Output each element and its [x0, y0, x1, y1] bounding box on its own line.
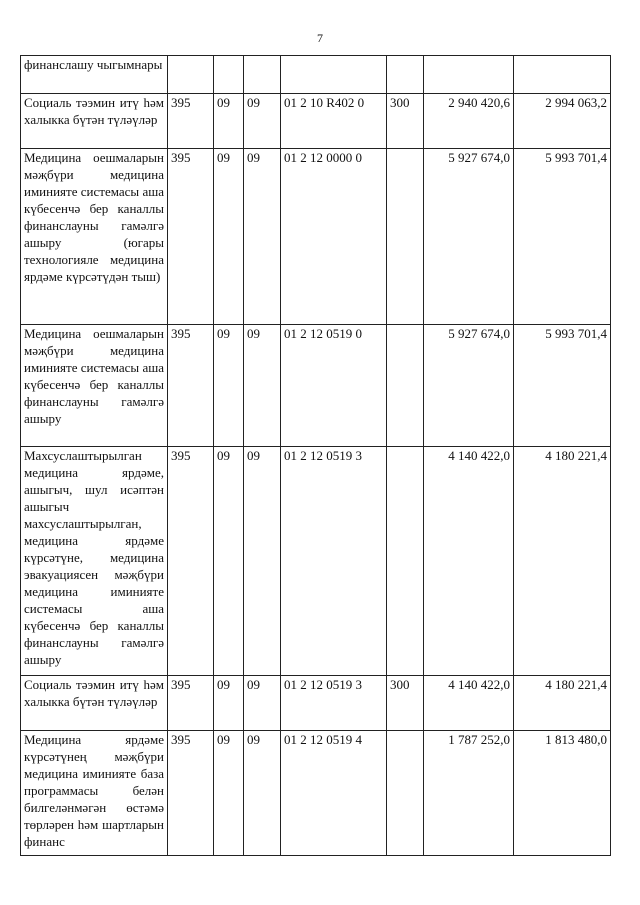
ministry-code-cell: 395: [168, 731, 214, 856]
table-body: [21, 56, 611, 856]
amount-year2-cell: 5 993 701,4: [514, 149, 611, 325]
amount-year2-cell: 1 813 480,0: [514, 731, 611, 856]
subsection-cell: 09: [244, 94, 281, 149]
subsection-cell: 09: [244, 731, 281, 856]
target-article-cell: [281, 56, 387, 94]
expense-type-cell: 300: [387, 676, 424, 731]
row-name-cell: финанслашу чыгымнары: [21, 56, 168, 94]
amount-year1-cell: 2 940 420,6: [424, 94, 514, 149]
section-cell: 09: [214, 325, 244, 447]
page-number: 7: [317, 31, 323, 45]
row-name-cell: Социаль тәэмин итү һәм халыкка бүтән түләүләр: [21, 676, 168, 731]
target-article-cell: 01 2 12 0519 0: [281, 325, 387, 447]
ministry-code-cell: 395: [168, 676, 214, 731]
expense-type-cell: [387, 731, 424, 856]
expense-type-cell: [387, 149, 424, 325]
expense-type-cell: 300: [387, 94, 424, 149]
table-row: [21, 94, 611, 149]
ministry-code-cell: 395: [168, 447, 214, 676]
ministry-code-cell: 395: [168, 149, 214, 325]
amount-year2-cell: 4 180 221,4: [514, 447, 611, 676]
section-cell: 09: [214, 94, 244, 149]
ministry-code-cell: 395: [168, 94, 214, 149]
target-article-cell: 01 2 10 R402 0: [281, 94, 387, 149]
table-row: [21, 325, 611, 447]
amount-year1-cell: 4 140 422,0: [424, 447, 514, 676]
section-cell: 09: [214, 447, 244, 676]
amount-year1-cell: [424, 56, 514, 94]
amount-year2-cell: [514, 56, 611, 94]
subsection-cell: [244, 56, 281, 94]
target-article-cell: 01 2 12 0519 3: [281, 447, 387, 676]
ministry-code-cell: 395: [168, 325, 214, 447]
target-article-cell: 01 2 12 0000 0: [281, 149, 387, 325]
table-row: [21, 447, 611, 676]
amount-year1-cell: 5 927 674,0: [424, 149, 514, 325]
row-name-cell: Социаль тәэмин итү һәм халыкка бүтән түләүләр: [21, 94, 168, 149]
row-name-cell: Медицина оешмаларын мәҗбүри медицина иминияте системасы аша күбесенчә бер каналлы финанслауны гамәлгә ашыру (югары технологияле медицина ярдәме күрсәтүдән тыш): [21, 149, 168, 325]
section-cell: 09: [214, 676, 244, 731]
section-cell: 09: [214, 149, 244, 325]
subsection-cell: 09: [244, 447, 281, 676]
target-article-cell: 01 2 12 0519 4: [281, 731, 387, 856]
target-article-cell: 01 2 12 0519 3: [281, 676, 387, 731]
subsection-cell: 09: [244, 676, 281, 731]
section-cell: 09: [214, 731, 244, 856]
table-row: [21, 731, 611, 856]
expense-type-cell: [387, 56, 424, 94]
amount-year1-cell: 5 927 674,0: [424, 325, 514, 447]
subsection-cell: 09: [244, 325, 281, 447]
row-name-cell: Медицина оешмаларын мәҗбүри медицина иминияте системасы аша күбесенчә бер каналлы финанслауны гамәлгә ашыру: [21, 325, 168, 447]
subsection-cell: 09: [244, 149, 281, 325]
table-row: [21, 56, 611, 94]
expense-type-cell: [387, 447, 424, 676]
row-name-cell: Махсуслаштырылган медицина ярдәме, ашыгыч, шул исәптән ашыгыч махсуслаштырылган, медицина ярдәме күрсәтүне, медицина эвакуациясен мәҗбүри медицина иминияте системасы аша күбесенчә бер каналлы финанслауны гамәлгә ашыру: [21, 447, 168, 676]
budget-table: [20, 55, 611, 856]
expense-type-cell: [387, 325, 424, 447]
amount-year1-cell: 1 787 252,0: [424, 731, 514, 856]
amount-year2-cell: 4 180 221,4: [514, 676, 611, 731]
table-row: [21, 149, 611, 325]
table-row: [21, 676, 611, 731]
amount-year1-cell: 4 140 422,0: [424, 676, 514, 731]
ministry-code-cell: [168, 56, 214, 94]
amount-year2-cell: 5 993 701,4: [514, 325, 611, 447]
row-name-cell: Медицина ярдәме күрсәтүнең мәҗбүри медицина иминияте база программасы белән билгеләнмәгән өстәмә төрләрен һәм шартларын финанс: [21, 731, 168, 856]
section-cell: [214, 56, 244, 94]
amount-year2-cell: 2 994 063,2: [514, 94, 611, 149]
